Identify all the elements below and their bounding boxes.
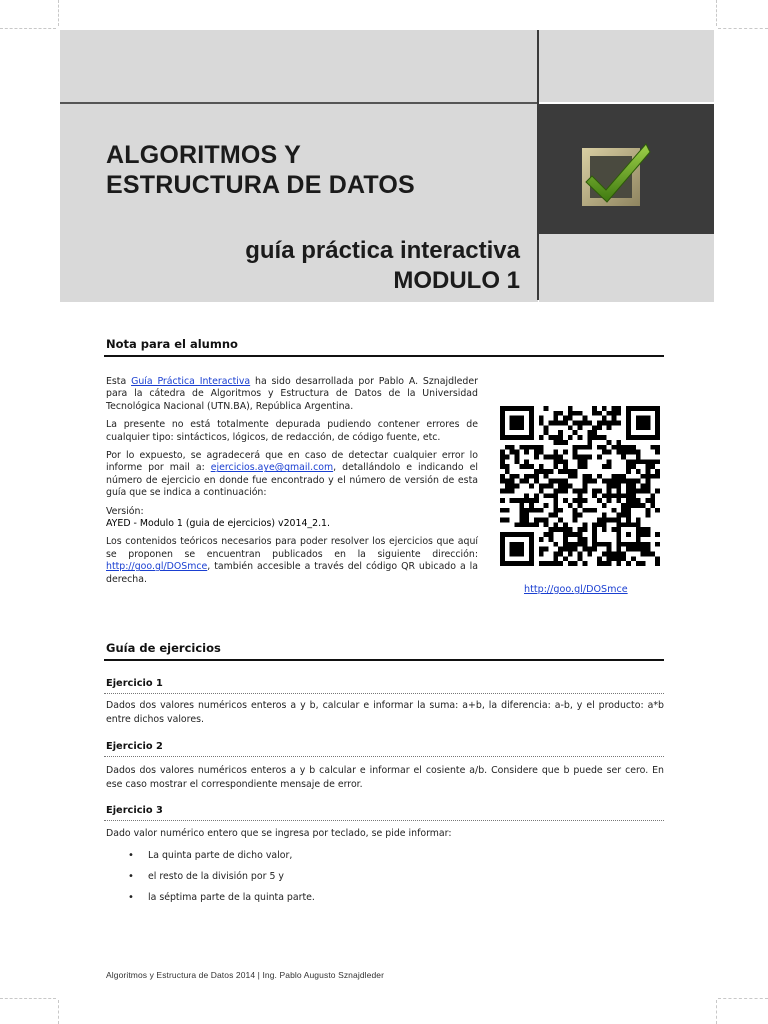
exercise-2-text: Dados dos valores numéricos enteros a y b calcular e informar el cosiente a/b. Considere que b puede ser cero. En ese caso mostrar el correspondiente mensaje de error. — [106, 765, 664, 790]
version-label: Versión: — [106, 505, 144, 517]
page-footer: Algoritmos y Estructura de Datos 2014 | Ing. Pablo Augusto Sznajdleder — [106, 970, 385, 980]
title-line-1: ALGORITMOS Y — [106, 141, 302, 169]
exercise-1-title: Ejercicio 1 — [106, 678, 163, 689]
text: Esta — [106, 376, 132, 387]
section-heading-guia: Guía de ejercicios — [106, 641, 221, 655]
exercise-3-title: Ejercicio 3 — [106, 805, 163, 816]
document-page — [60, 30, 714, 996]
section-rule — [104, 659, 664, 661]
subtitle-line-1: guía práctica interactiva — [245, 237, 520, 264]
qr-caption-link[interactable]: http://goo.gl/DOSmce — [524, 584, 628, 595]
list-item: • La quinta parte de dicho valor, — [106, 849, 315, 870]
exercise-rule — [104, 693, 664, 694]
list-item: • la séptima parte de la quinta parte. — [106, 891, 315, 912]
text: , también accesible a través del código QR ubicado a la derecha. — [106, 561, 478, 585]
section-rule — [104, 355, 664, 357]
nota-paragraph-4 — [106, 536, 478, 586]
header-vertical-divider — [537, 30, 539, 300]
text: Los contenidos teóricos necesarios para poder resolver los ejercicios que aquí se proponen se encuentran publicados en la siguiente dirección: — [106, 536, 478, 560]
header-band-right-lower — [539, 234, 714, 302]
checkmark-icon — [578, 138, 652, 212]
exercise-rule — [104, 820, 664, 821]
exercise-3-list — [106, 849, 315, 912]
text: , detallándolo e indicando el número de ejercicio en donde fue encontrado y el número de versión de esta guía que se indica a continuación: — [106, 462, 478, 499]
text: Por lo expuesto, se agradecerá que en caso de detectar cualquier error lo informe por mail a: — [106, 450, 478, 474]
qr-code[interactable] — [500, 406, 660, 566]
nota-body — [106, 376, 478, 592]
document-title — [106, 140, 415, 200]
crop-mark — [716, 1000, 717, 1024]
crop-mark — [0, 998, 56, 999]
crop-mark — [58, 0, 59, 26]
document-subtitle — [245, 236, 520, 296]
theory-link[interactable]: http://goo.gl/DOSmce — [106, 561, 208, 573]
version-value: AYED - Modulo 1 (guia de ejercicios) v2014_2.1. — [106, 518, 331, 530]
list-item: • el resto de la división por 5 y — [106, 870, 315, 891]
exercise-3-text: Dado valor numérico entero que se ingresa por teclado, se pide informar: — [106, 828, 452, 839]
crop-mark — [0, 28, 56, 29]
nota-paragraph-3 — [106, 450, 478, 500]
crop-mark — [716, 0, 717, 26]
crop-mark — [718, 28, 768, 29]
header-band-top-right — [539, 30, 714, 102]
subtitle-line-2: MODULO 1 — [393, 267, 520, 294]
nota-paragraph-2: La presente no está totalmente depurada pudiendo contener errores de cualquier tipo: sintácticos, lógicos, de redacción, de código fuente, etc. — [106, 419, 478, 443]
exercise-rule — [104, 756, 664, 757]
title-line-2: ESTRUCTURA DE DATOS — [106, 171, 415, 199]
crop-mark — [58, 1000, 59, 1024]
email-link[interactable]: ejercicios.aye@gmail.com — [210, 462, 334, 474]
exercise-2-title: Ejercicio 2 — [106, 741, 163, 752]
crop-mark — [718, 998, 768, 999]
exercise-1-text: Dados dos valores numéricos enteros a y b, calcular e informar la suma: a+b, la diferencia: a-b, y el producto: a*b entre dichos valores. — [106, 700, 664, 725]
nota-paragraph-1 — [106, 376, 478, 413]
section-heading-nota: Nota para el alumno — [106, 337, 238, 351]
text: ha sido desarrollada por Pablo A. Sznajdleder para la cátedra de Algoritmos y Estructura de Datos de la Universidad Tecnológica Nacional (UTN.BA), República Argentina. — [106, 376, 478, 412]
guide-link[interactable]: Guía Práctica Interactiva — [131, 376, 251, 387]
